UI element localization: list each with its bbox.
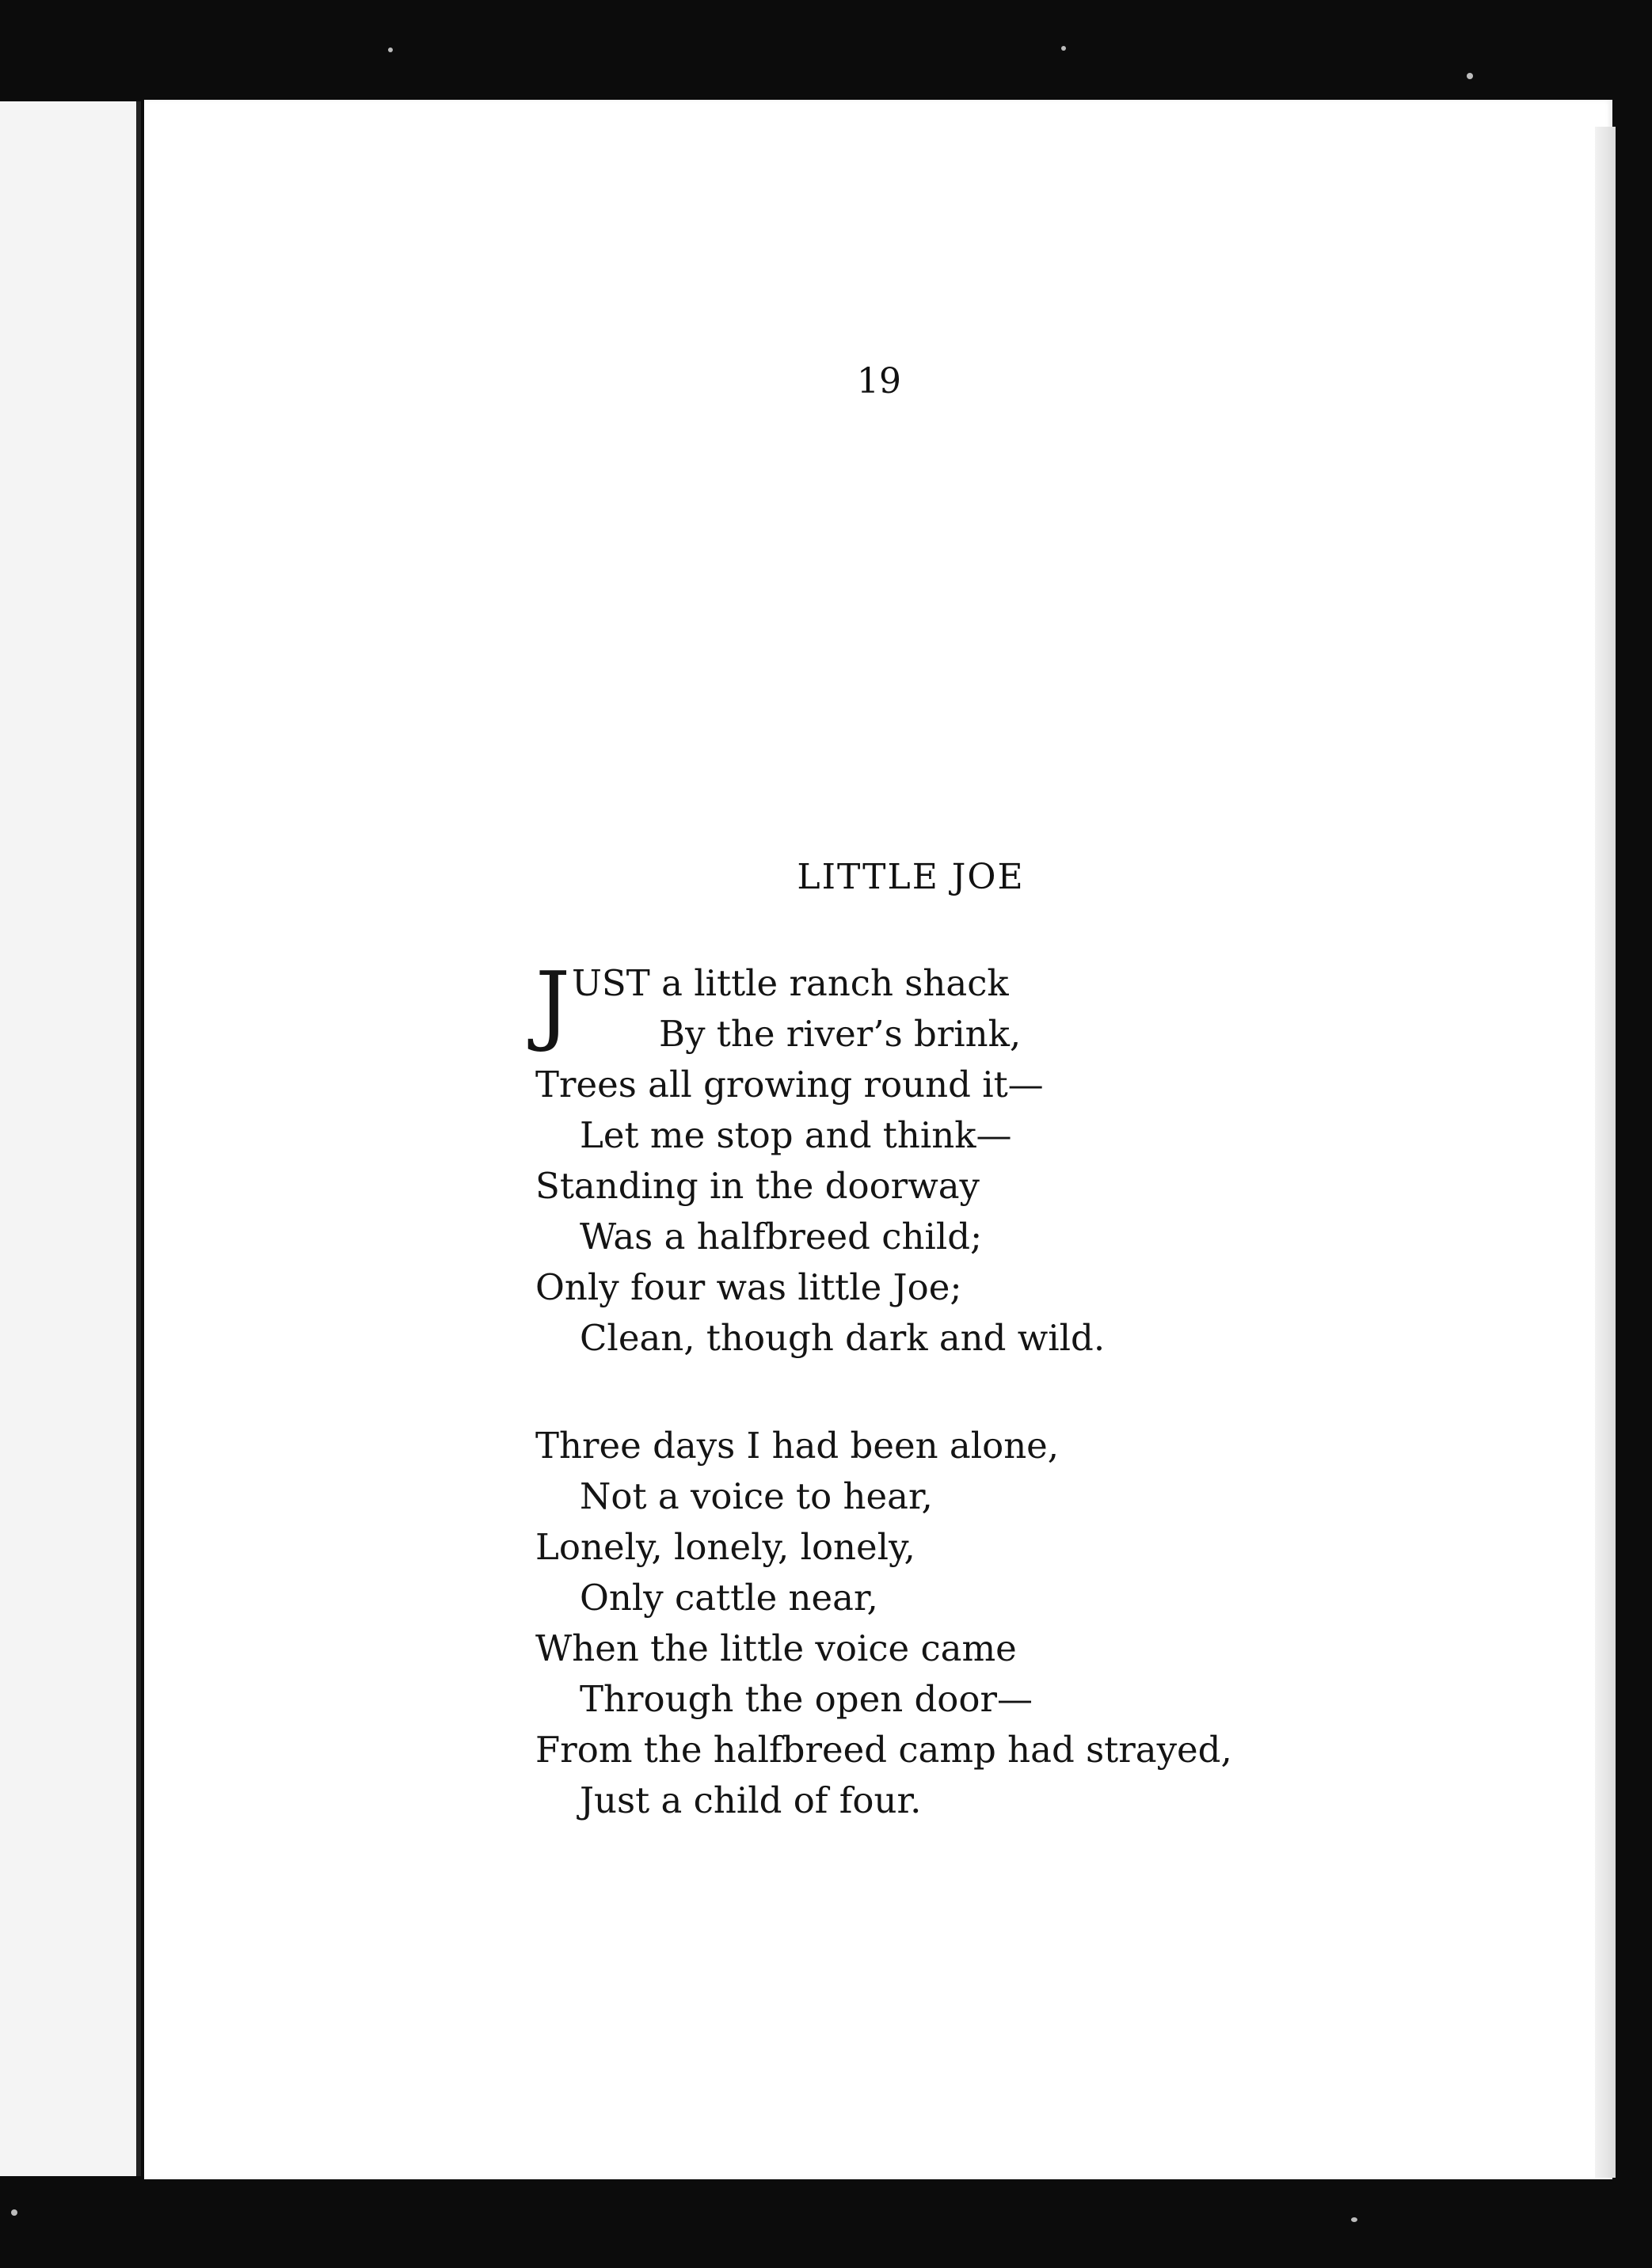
poem-line-3: Trees all growing round it— — [535, 1064, 1044, 1105]
poem-body — [535, 953, 1486, 1826]
poem-line-11: Lonely, lonely, lonely, — [535, 1526, 915, 1568]
poem-line-15: From the halfbreed camp had strayed, — [535, 1729, 1232, 1771]
poem-line-16: Just a child of four. — [580, 1779, 922, 1821]
poem-line-4: Let me stop and think— — [580, 1114, 1012, 1156]
poem-line-text: By the river’s brink, — [659, 1013, 1022, 1055]
dust-speck — [388, 48, 393, 52]
dust-speck — [1351, 2217, 1357, 2222]
stanza-2 — [535, 1421, 1486, 1826]
facing-page-edge — [0, 101, 139, 2176]
poem-line-5: Standing in the doorway — [535, 1165, 980, 1207]
stanza-1 — [535, 953, 1486, 1364]
poem-line-9: Three days I had been alone, — [535, 1425, 1060, 1467]
dust-speck — [1467, 73, 1473, 79]
poem-title: LITTLE JOE — [797, 857, 1025, 897]
poem-line-2 — [535, 1009, 1486, 1060]
poem-line-12: Only cattle near, — [580, 1577, 878, 1619]
poem-line-14: Through the open door— — [580, 1678, 1033, 1720]
poem-line-text: UST a little ranch shack — [572, 962, 1009, 1004]
dust-speck — [1061, 46, 1066, 51]
page-edge-shadow — [1595, 127, 1616, 2178]
poem-line-6: Was a halfbreed child; — [580, 1216, 983, 1258]
page-number: 19 — [857, 361, 901, 401]
dust-speck — [11, 2209, 17, 2216]
poem-line-13: When the little voice came — [535, 1627, 1017, 1669]
poem-line-7: Only four was little Joe; — [535, 1266, 962, 1308]
poem-line-10: Not a voice to hear, — [580, 1475, 933, 1517]
poem-line-8: Clean, though dark and wild. — [580, 1317, 1106, 1359]
drop-cap: J — [535, 953, 571, 1054]
gutter-line — [136, 101, 141, 2176]
